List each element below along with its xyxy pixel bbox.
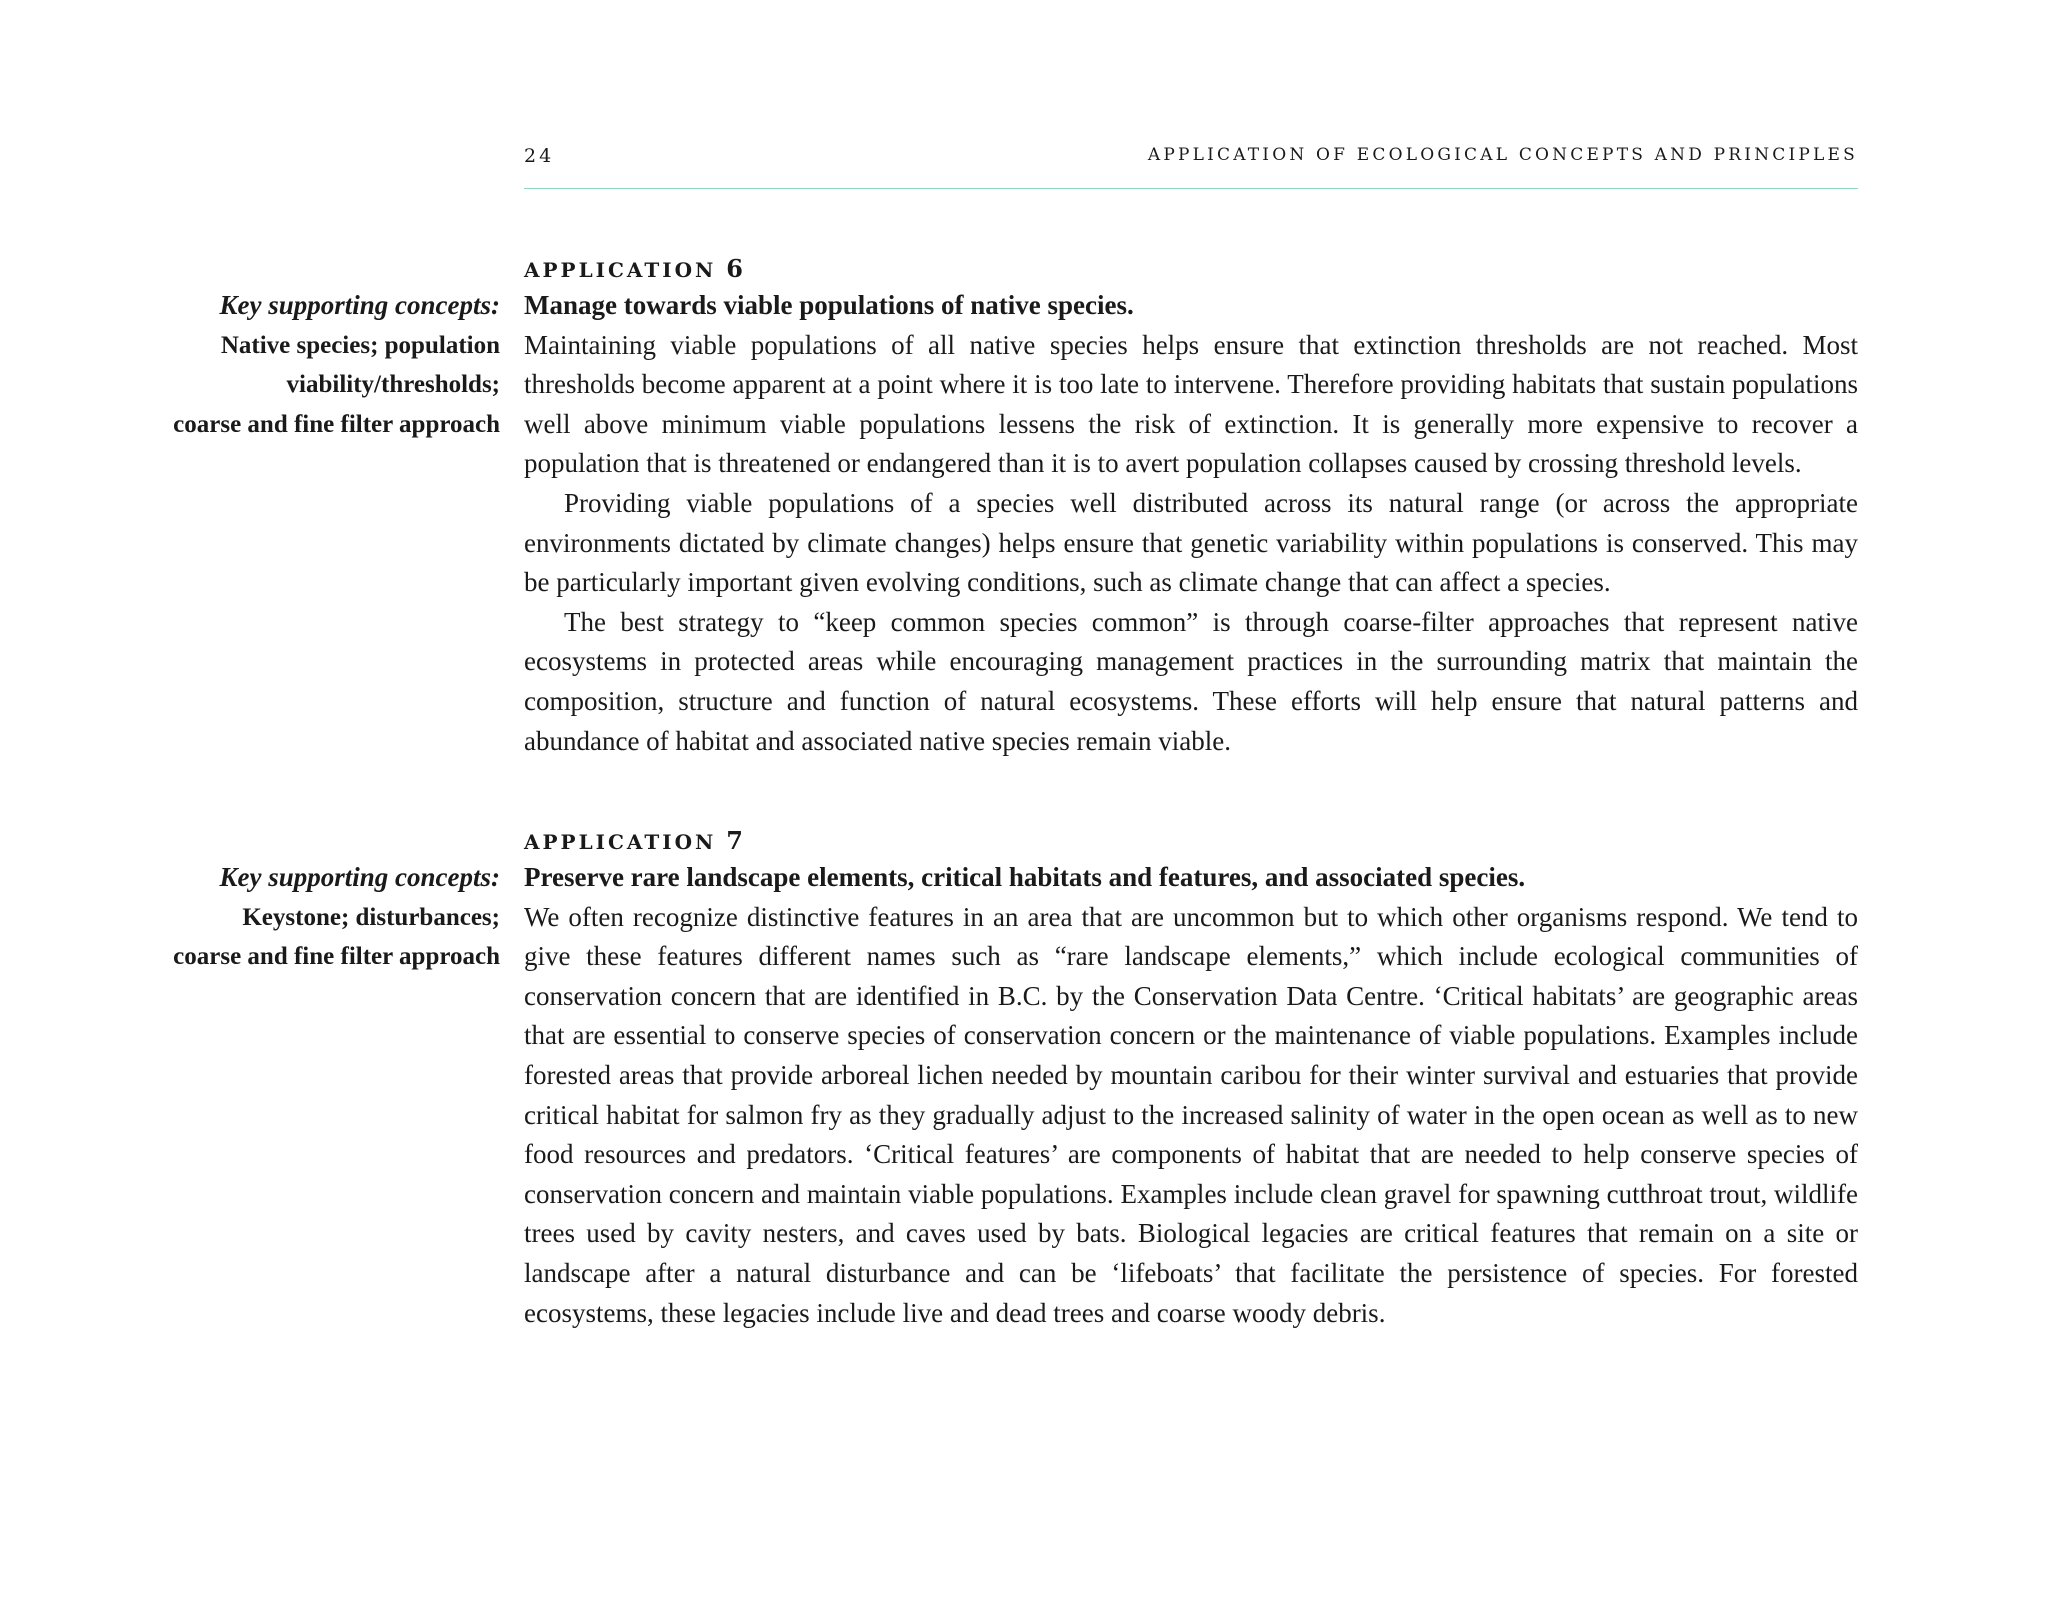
key-concept-item: coarse and fine filter approach (173, 410, 500, 438)
key-concepts-sidebar (100, 858, 500, 977)
key-concepts-label: Key supporting concepts: (219, 862, 500, 892)
key-concept-item: Native species; population (220, 331, 500, 359)
application-body (524, 858, 1858, 1333)
application-title: Manage towards viable populations of native species. (524, 290, 1134, 320)
application-number: 6 (726, 254, 744, 283)
running-head: APPLICATION OF ECOLOGICAL CONCEPTS AND PRINCIPLES (1147, 145, 1858, 165)
body-paragraph: The best strategy to “keep common species common” is through coarse-filter approaches that represent native ecosystems in protected areas while encouraging management practices in the surrounding matrix that maintain the composition, structure and function of natural ecosystems. These efforts will help ensure that natural patterns and abundance of habitat and associated native species remain viable. (524, 606, 1858, 756)
body-paragraph: Maintaining viable populations of all native species helps ensure that extinction thresholds are not reached. Most thresholds become apparent at a point where it is too late to intervene. Therefore providing habitats that sustain populations well above minimum viable populations lessens the risk of extinction. It is generally more expensive to recover a population that is threatened or endangered than it is to avert population collapses caused by crossing threshold levels. (524, 329, 1858, 479)
header-rule (524, 188, 1858, 189)
key-concepts-label: Key supporting concepts: (219, 290, 500, 320)
application-7-label (524, 826, 744, 855)
body-paragraph: Providing viable populations of a species well distributed across its natural range (or across the appropriate environments dictated by climate changes) helps ensure that genetic variability within populations is conserved. This may be particularly important given evolving conditions, such as climate change that can affect a species. (524, 487, 1858, 598)
key-concept-item: coarse and fine filter approach (173, 943, 500, 971)
body-paragraph: We often recognize distinctive features in an area that are uncommon but to which other organisms respond. We tend to give these features different names such as “rare landscape elements,” which include ecological communities of conservation concern that are identified in B.C. by the Conservation Data Centre. ‘Critical habitats’ are geographic areas that are essential to conserve species of conservation concern or the maintenance of viable populations. Examples include forested areas that provide arboreal lichen needed by mountain caribou for their winter survival and estuaries that provide critical habitat for salmon fry as they gradually adjust to the increased salinity of water in the open ocean as well as to new food resources and predators. ‘Critical features’ are components of habitat that are needed to help conserve species of conservation concern and maintain viable populations. Examples include clean gravel for spawning cutthroat trout, wildlife trees used by cavity nesters, and caves used by bats. Biological legacies are critical features that remain on a site or landscape after a natural disturbance and can be ‘lifeboats’ that facilitate the persistence of species. For forested ecosystems, these legacies include live and dead trees and coarse woody debris. (524, 901, 1858, 1328)
application-6-label (524, 254, 744, 283)
application-title: Preserve rare landscape elements, critical habitats and features, and associated species. (524, 862, 1526, 892)
application-body (524, 286, 1858, 761)
application-label-text: APPLICATION (524, 258, 717, 282)
key-concept-item: Keystone; disturbances; (242, 903, 500, 931)
key-concept-item: viability/thresholds; (286, 371, 500, 399)
page-header (524, 145, 1858, 175)
application-label-text: APPLICATION (524, 830, 717, 854)
key-concepts-sidebar (100, 286, 500, 444)
application-number: 7 (726, 826, 744, 855)
page-number: 24 (524, 145, 555, 167)
